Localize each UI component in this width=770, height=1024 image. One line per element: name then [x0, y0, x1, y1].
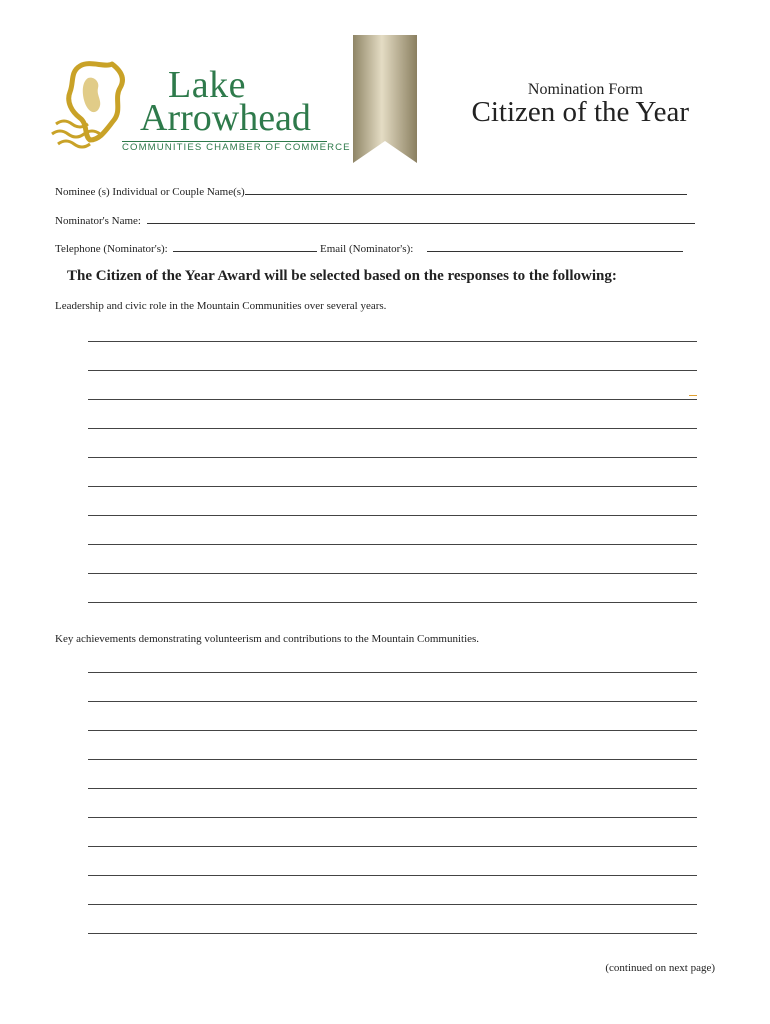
chamber-logo [50, 58, 351, 158]
answer-line[interactable] [88, 573, 697, 574]
logo-subtitle: COMMUNITIES CHAMBER OF COMMERCE [122, 142, 351, 153]
answer-line[interactable] [88, 457, 697, 458]
continued-note: (continued on next page) [605, 962, 715, 974]
answer-line[interactable] [88, 904, 697, 905]
email-label: Email (Nominator's): [319, 243, 414, 255]
nominator-field[interactable] [55, 213, 695, 227]
answer-line[interactable] [88, 341, 697, 342]
answer-line[interactable] [88, 672, 697, 673]
logo-word-arrowhead: Arrowhead [140, 97, 311, 139]
page-title: Citizen of the Year [471, 96, 689, 128]
form-label: Nomination Form [527, 81, 643, 98]
answer-line[interactable] [88, 544, 697, 545]
nominee-input-line[interactable] [245, 184, 687, 195]
section-label-leadership: Leadership and civic role in the Mountain Communities over several years. [55, 300, 387, 312]
answer-line[interactable] [88, 515, 697, 516]
answer-line[interactable] [88, 428, 697, 429]
answer-line[interactable] [88, 486, 697, 487]
answer-line[interactable] [88, 933, 697, 934]
answer-line[interactable] [88, 788, 697, 789]
nominee-field[interactable] [55, 184, 687, 198]
telephone-label: Telephone (Nominator's): [55, 243, 168, 255]
nominator-label: Nominator's Name: [55, 215, 141, 227]
answer-line[interactable] [88, 846, 697, 847]
email-input-line[interactable] [427, 241, 683, 252]
selection-criteria-heading: The Citizen of the Year Award will be selected based on the responses to the following: [67, 268, 617, 284]
answer-line[interactable] [88, 399, 697, 400]
answer-line[interactable] [88, 602, 697, 603]
answer-line[interactable] [88, 730, 697, 731]
answer-line[interactable] [88, 875, 697, 876]
answer-line[interactable] [88, 817, 697, 818]
nominee-label: Nominee (s) Individual or Couple Name(s) [55, 186, 245, 198]
answer-line[interactable] [88, 701, 697, 702]
contact-field[interactable] [55, 241, 683, 255]
telephone-input-line[interactable] [173, 241, 317, 252]
nominator-input-line[interactable] [147, 213, 695, 224]
section-label-achievements: Key achievements demonstrating volunteerism and contributions to the Mountain Communities. [55, 633, 480, 645]
ribbon-icon [353, 35, 417, 163]
highlight-mark [689, 395, 697, 396]
answer-line[interactable] [88, 370, 697, 371]
answer-line[interactable] [88, 759, 697, 760]
logo-word-lake: Lake [168, 64, 246, 106]
